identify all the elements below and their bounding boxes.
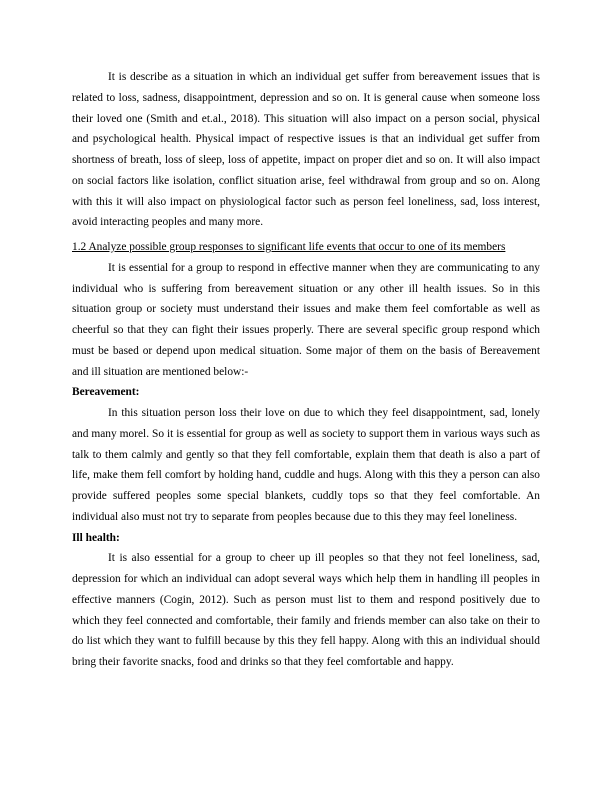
paragraph-intro: It is describe as a situation in which an individual get suffer from bereavement issues that is related to loss, sadness, disappointment, depression and so on. It is general cause when someone loss their loved one (Smith and et.al., 2018). This situation will also impact on a person social, physical and psychological health. Physical impact of respective issues is that an individual get suffer from shortness of breath, loss of sleep, loss of appetite, impact on proper diet and so on. It will also impact on social factors like isolation, conflict situation arise, feel withdrawal from group and so on. Along with this it will also impact on physiological factor such as person feel loneliness, sad, loss interest, avoid interacting peoples and many more. bbox=[72, 71, 540, 229]
document-page bbox=[72, 67, 540, 673]
paragraph-bereavement: In this situation person loss their love on due to which they feel disappointment, sad, lonely and many morel. So it is essential for group as well as society to support them in various ways such as talk to them calmly and gently so that they fell comfortable, explain them that death is also a part of life, make them fell comfort by holding hand, cuddle and hugs. Along with this they a person can also provide suffered peoples some special blankets, cuddly tops so that they feel comfortable. An individual also must not try to separate from peoples because due to this they may feel loneliness. bbox=[72, 407, 540, 523]
paragraph-ill-health: It is also essential for a group to cheer up ill peoples so that they not feel loneliness, sad, depression for which an individual can adopt several ways which help them in handling ill peoples in effective manners (Cogin, 2012). Such as person must list to them and respond positively due to which they feel connected and comfortable, their family and friends member can also take on their to do list which they want to fulfill because by this they fell happy. Along with this an individual should bring their favorite snacks, food and drinks so that they feel comfortable and happy. bbox=[72, 552, 540, 668]
heading-ill-health: Ill health: bbox=[72, 531, 120, 544]
section-heading-1-2: 1.2 Analyze possible group responses to significant life events that occur to one of its members bbox=[72, 241, 506, 253]
paragraph-group-response: It is essential for a group to respond in effective manner when they are communicating to any individual who is suffering from bereavement situation or any other ill health issues. So in this situation group or society must understand their issues and make them feel comfortable as well as cheerful so that they can fight their issues properly. There are several specific group respond which must be based or depend upon medical situation. Some major of them on the basis of Bereavement and ill situation are mentioned below:- bbox=[72, 261, 540, 378]
heading-bereavement: Bereavement: bbox=[72, 386, 140, 399]
